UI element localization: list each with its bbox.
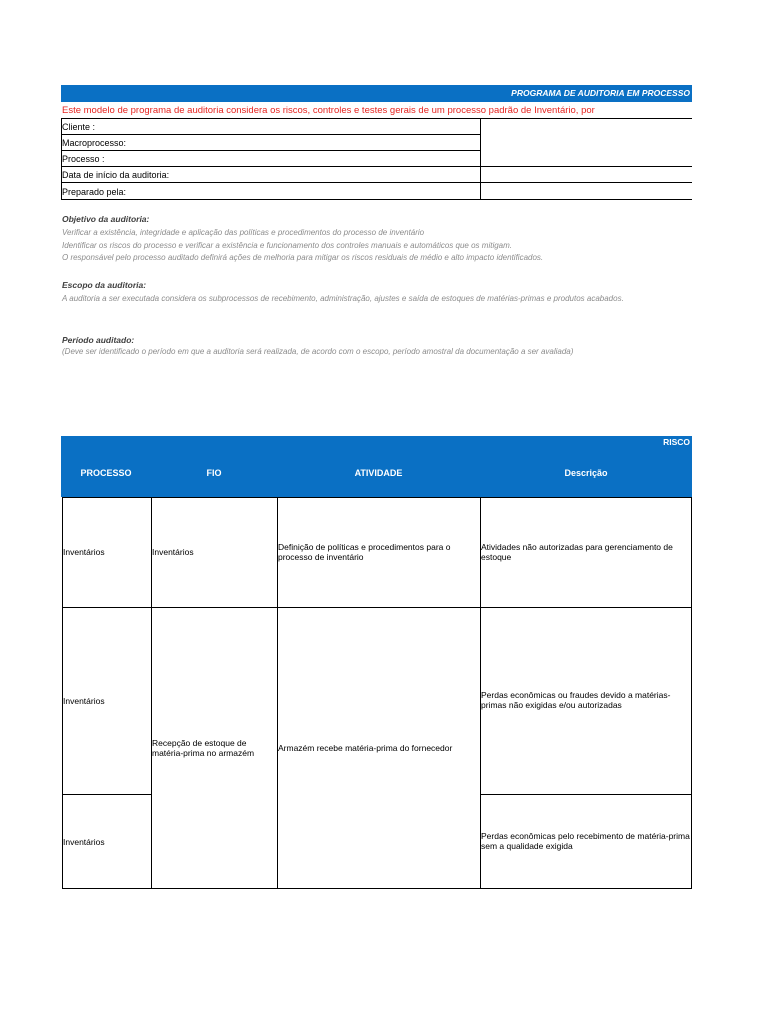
start-date-label: Data de início da auditoria:: [62, 170, 170, 180]
program-title: PROGRAMA DE AUDITORIA EM PROCESSO: [511, 88, 690, 98]
column-header-fio: FIO: [206, 468, 222, 478]
cell-atividade: Armazém recebe matéria-prima do fornecedor: [278, 743, 453, 753]
column-header-processo: PROCESSO: [80, 468, 132, 478]
cell-fio: Recepção de estoque de matéria-prima no armazém: [152, 738, 255, 758]
cell-descricao: Perdas econômicas ou fraudes devido a matérias-primas não exigidas e/ou autorizadas: [481, 690, 671, 710]
column-header-descricao: Descrição: [564, 468, 608, 478]
cell-fio: Inventários: [152, 547, 194, 557]
objective-line: O responsável pelo processo auditado definirá ações de melhoria para mitigar os riscos residuais de médio e alto impacto identificados.: [62, 253, 544, 262]
objective-title: Objetivo da auditoria:: [62, 214, 150, 224]
divider: [480, 794, 692, 795]
divider: [62, 607, 692, 608]
divider: [62, 888, 692, 889]
divider: [61, 182, 692, 183]
divider: [61, 166, 692, 167]
objective-text: [62, 227, 682, 265]
period-title: Período auditado:: [62, 335, 135, 345]
scope-title: Escopo da auditoria:: [62, 280, 147, 290]
prepared-by-label: Preparado pela:: [62, 187, 127, 197]
objective-line: Identificar os riscos do processo e verificar a existência e funcionamento dos controles manuais e automáticos que os mitigam.: [62, 240, 512, 250]
intro-text: Este modelo de programa de auditoria considera os riscos, controles e testes gerais de um processo padrão de Inventário, por: [62, 105, 595, 116]
cell-processo: Inventários: [63, 837, 105, 847]
divider: [62, 794, 152, 795]
objective-line: Verificar a existência, integridade e aplicação das políticas e procedimentos do processo de inventário: [62, 228, 425, 237]
program-title-bar: [61, 85, 692, 102]
cell-processo: Inventários: [63, 696, 105, 706]
divider: [62, 497, 692, 498]
process-label: Processo :: [62, 154, 105, 164]
divider: [61, 134, 481, 135]
macroprocess-label: Macroprocesso:: [62, 138, 127, 148]
scope-text: A auditoria a ser executada considera os subprocessos de recebimento, administração, ajustes e saída de estoques de matérias-primas e produtos acabados.: [62, 294, 624, 303]
risk-group-label: RISCO: [663, 437, 690, 447]
period-text: (Deve ser identificado o período em que a auditoria será realizada, de acordo com o escopo, período amostral da documentação a ser avaliada): [62, 347, 574, 356]
cell-processo: Inventários: [63, 547, 105, 557]
column-header-atividade: ATIVIDADE: [354, 468, 403, 478]
cell-descricao: Atividades não autorizadas para gerenciamento de estoque: [481, 542, 673, 562]
divider: [61, 150, 481, 151]
cell-descricao: Perdas econômicas pelo recebimento de matéria-prima sem a qualidade exigida: [481, 831, 690, 851]
cell-atividade: Definição de políticas e procedimentos para o processo de inventário: [278, 542, 451, 562]
divider: [480, 118, 481, 199]
client-label: Cliente :: [62, 122, 96, 132]
divider: [691, 497, 692, 889]
risk-group-bar: [61, 436, 692, 449]
risk-table-header: [61, 449, 692, 497]
divider: [61, 199, 692, 200]
divider: [61, 118, 692, 119]
